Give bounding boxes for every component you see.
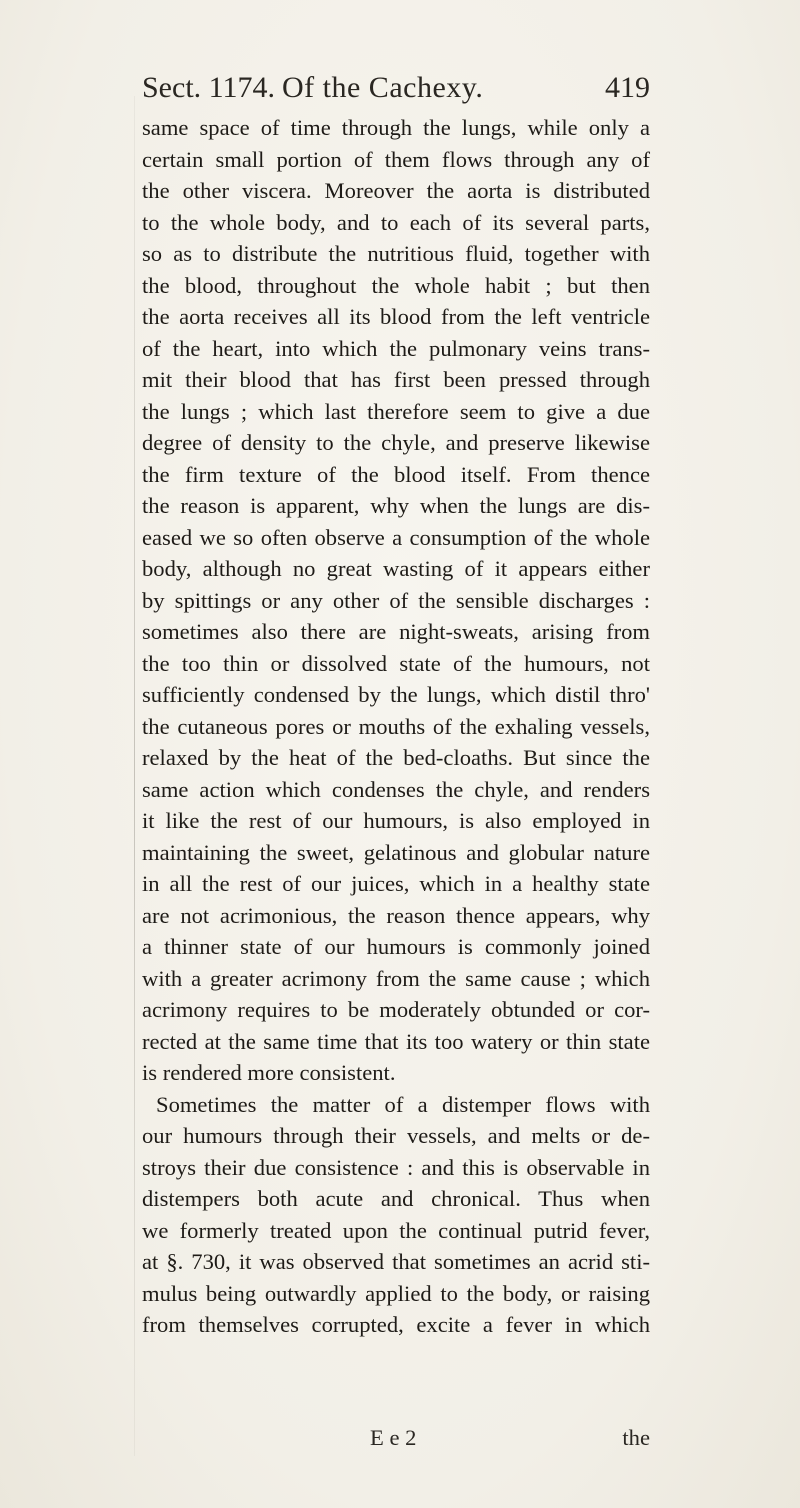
body-text <box>142 112 650 1341</box>
text-line: maintaining the sweet, gelatinous and globular nature <box>142 839 650 865</box>
paragraph-start-line: Sometimes the matter of a distemper flows with <box>156 1091 650 1117</box>
text-line: same action which condenses the chyle, and renders <box>142 776 650 802</box>
text-line: a thinner state of our humours is commonly joined <box>142 934 650 959</box>
text-line: by spittings or any other of the sensible discharges : <box>142 587 650 613</box>
text-line: of the heart, into which the pulmonary veins trans- <box>142 335 650 361</box>
text-line: eased we so often observe a consumption of the whole <box>142 524 650 550</box>
text-line: the aorta receives all its blood from the left ventricle <box>142 304 650 329</box>
section-number: Sect. 1174. <box>142 71 276 104</box>
text-line: our humours through their vessels, and melts or de- <box>142 1123 650 1148</box>
text-line: it like the rest of our humours, is also employed in <box>142 808 650 833</box>
text-line: are not acrimonious, the reason thence appears, why <box>142 902 650 928</box>
text-line: mit their blood that has first been pressed through <box>142 367 650 392</box>
catchword: the <box>622 1425 650 1450</box>
text-line: so as to distribute the nutritious fluid, together with <box>142 241 650 266</box>
text-line: the firm texture of the blood itself. From thence <box>142 461 650 487</box>
text-line: rected at the same time that its too watery or thin state <box>142 1028 650 1054</box>
text-line: the lungs ; which last therefore seem to give a due <box>142 398 650 424</box>
text-line: the other viscera. Moreover the aorta is distributed <box>142 178 650 203</box>
text-line: at §. 730, it was observed that sometimes an acrid sti- <box>142 1249 650 1274</box>
text-line: same space of time through the lungs, while only a <box>142 115 650 140</box>
text-line: with a greater acrimony from the same cause ; which <box>142 965 650 991</box>
text-line: mulus being outwardly applied to the body, or raising <box>142 1280 650 1306</box>
text-line: relaxed by the heat of the bed-cloaths. But since the <box>142 745 650 770</box>
text-line: the cutaneous pores or mouths of the exhaling vessels, <box>142 713 650 739</box>
text-line: the reason is apparent, why when the lungs are dis- <box>142 493 650 518</box>
text-line: the blood, throughout the whole habit ; but then <box>142 272 650 298</box>
text-line: body, although no great wasting of it appears either <box>142 556 650 581</box>
text-line: the too thin or dissolved state of the humours, not <box>142 650 650 676</box>
page-gutter-shadow <box>134 96 135 1456</box>
text-line: from themselves corrupted, excite a fever in which <box>142 1312 650 1337</box>
text-line: certain small portion of them flows through any of <box>142 146 650 172</box>
text-line: sufficiently condensed by the lungs, which distil thro' <box>142 682 650 707</box>
page-footer <box>142 1422 650 1454</box>
text-line: degree of density to the chyle, and preserve likewise <box>142 430 650 455</box>
text-line: is rendered more consistent. <box>142 1060 396 1085</box>
running-title: Of the Cachexy. <box>282 71 484 104</box>
running-header <box>142 68 650 108</box>
signature-mark: E e 2 <box>370 1425 417 1450</box>
text-line: we formerly treated upon the continual putrid fever, <box>142 1217 650 1243</box>
text-line: in all the rest of our juices, which in a healthy state <box>142 871 650 896</box>
text-line: stroys their due consistence : and this is observable in <box>142 1154 650 1180</box>
text-line: to the whole body, and to each of its several parts, <box>142 209 650 235</box>
page-number: 419 <box>605 71 650 104</box>
text-line: acrimony requires to be moderately obtunded or cor- <box>142 997 650 1022</box>
text-line: sometimes also there are night-sweats, arising from <box>142 619 650 644</box>
text-line: distempers both acute and chronical. Thus when <box>142 1186 650 1211</box>
